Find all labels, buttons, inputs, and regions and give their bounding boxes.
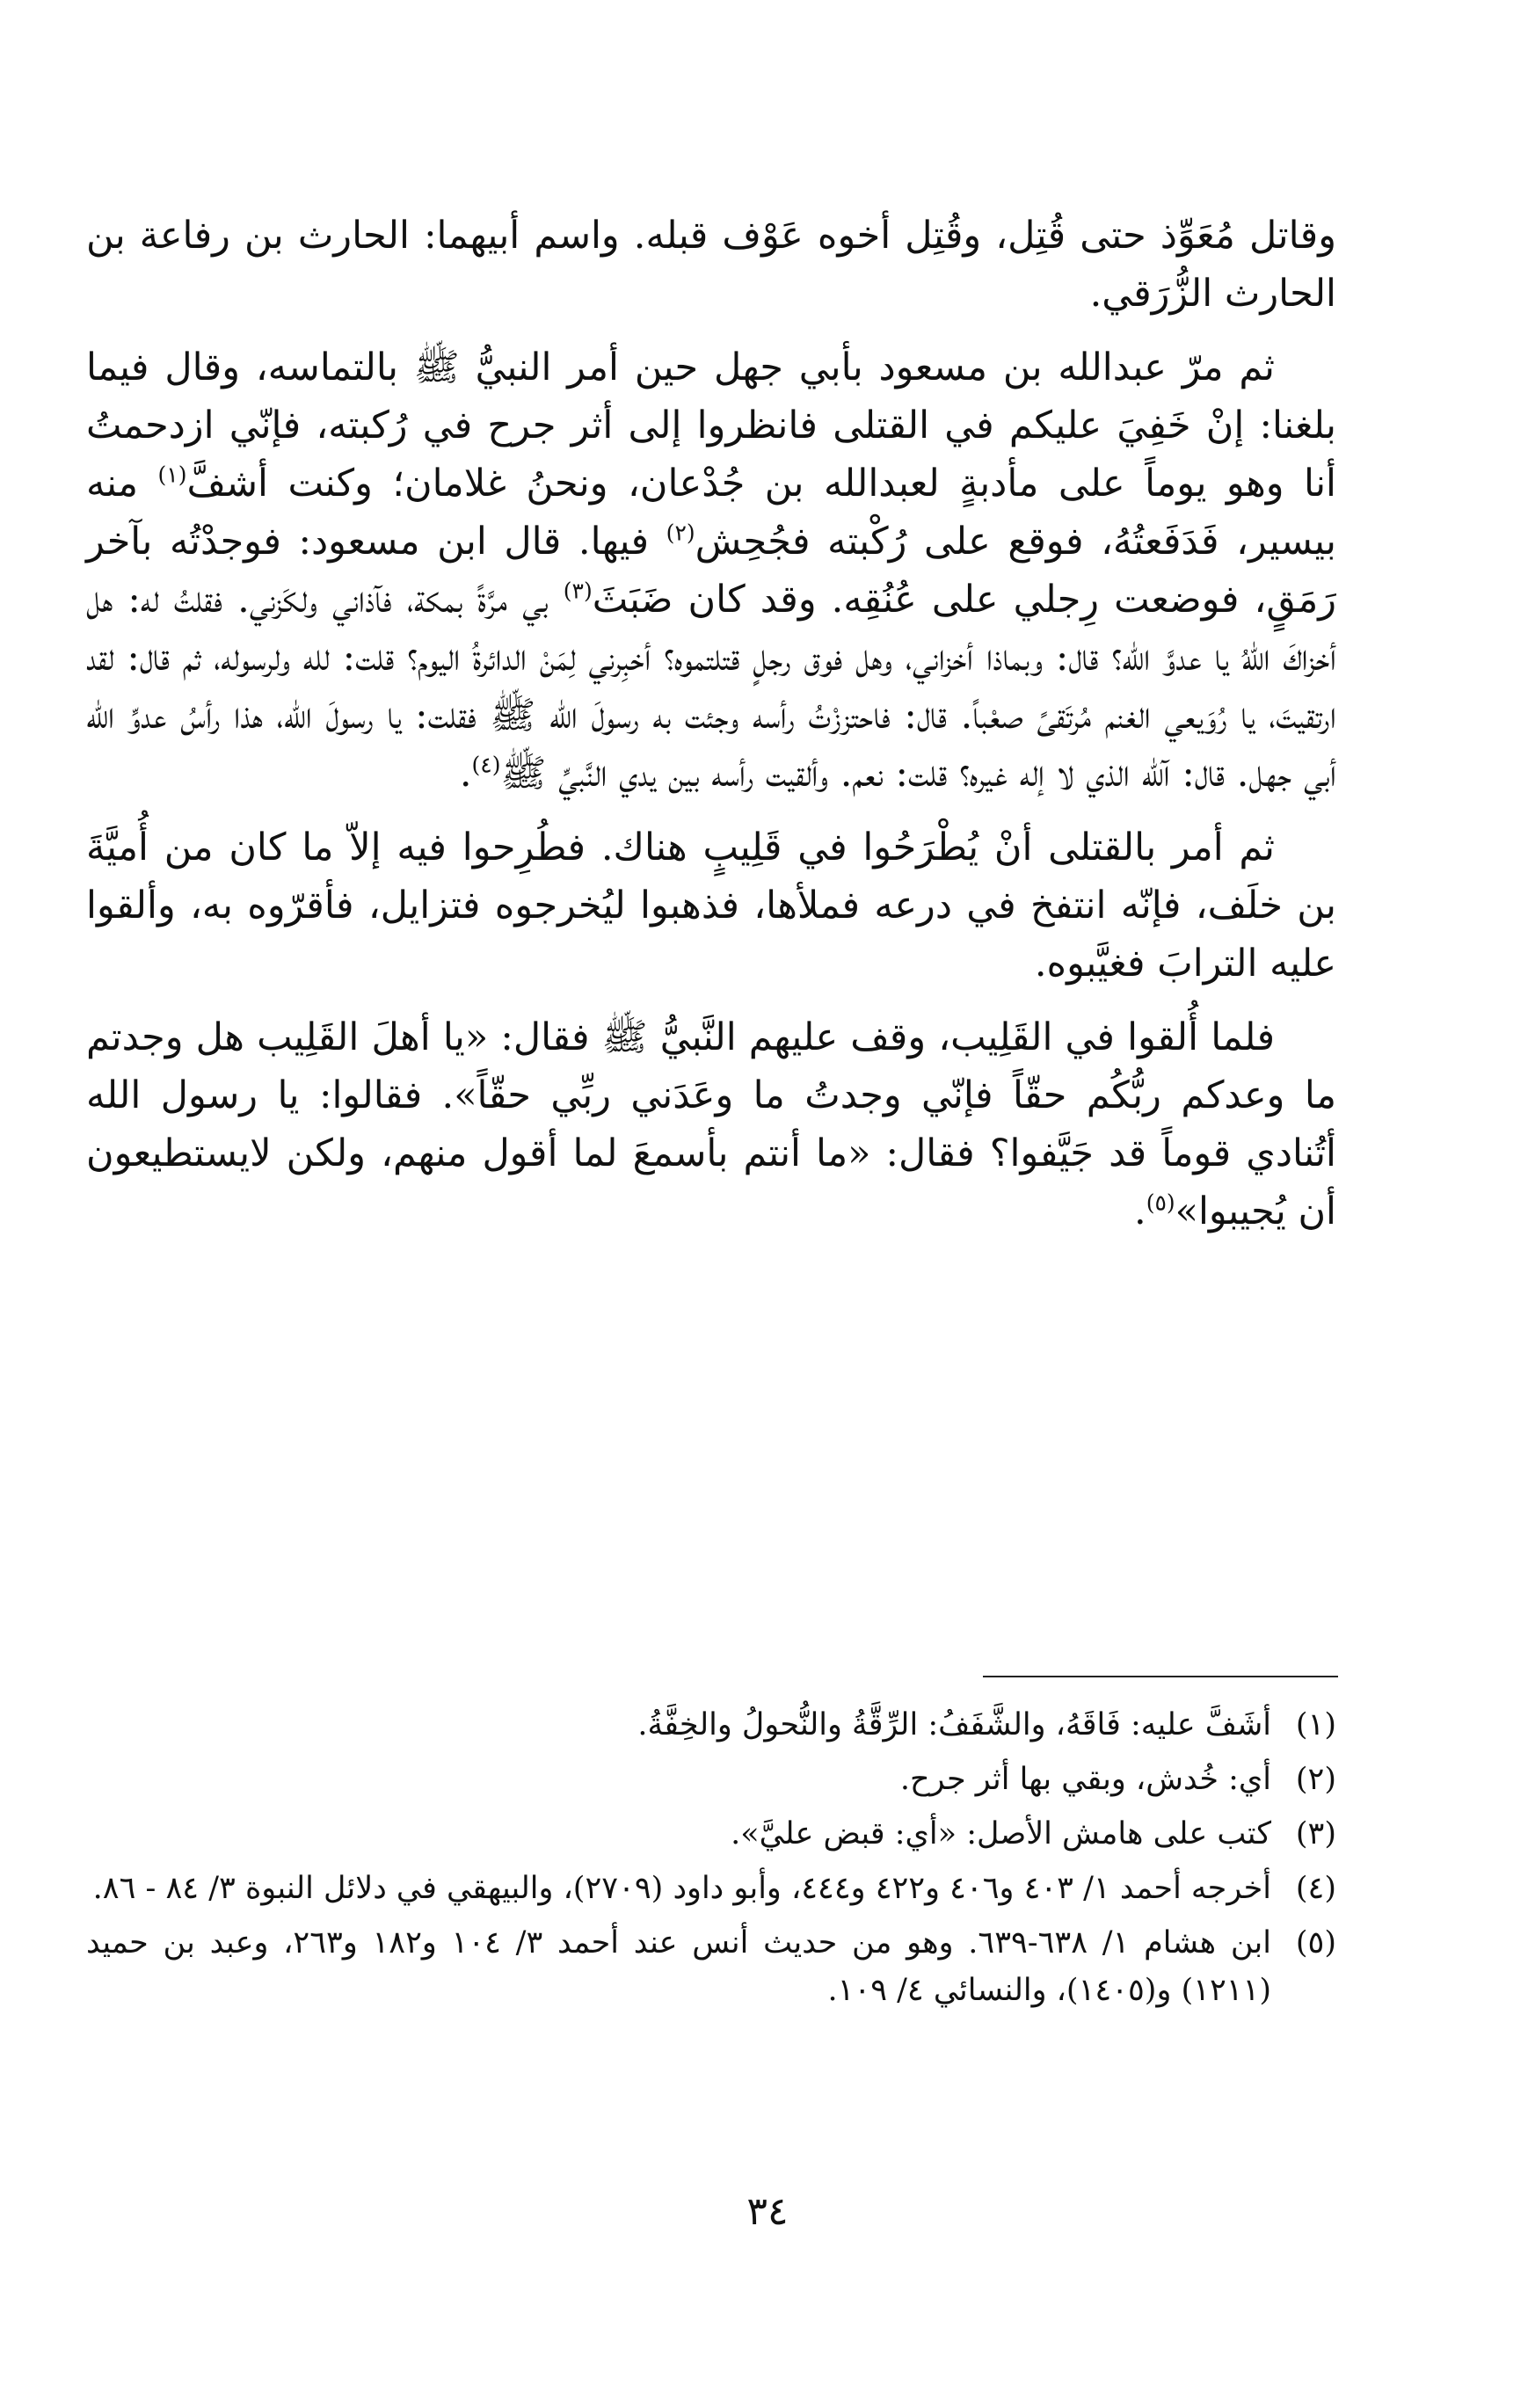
paragraph-1-text: وقاتل مُعَوِّذ حتى قُتِل، وقُتِل أخوه عَوْف قبله. واسم أبيهما: الحارث بن رفاعة بن الحارث الزُّرَقي. <box>86 214 1336 316</box>
footnote-divider <box>983 1676 1338 1677</box>
paragraph-3 <box>86 818 1336 993</box>
footnote-number: (٥) <box>1295 1925 1336 1961</box>
footnote-text: أشَفَّ عليه: فَاقَهُ، والشَّفَفُ: الرِّقَّةُ والنُّحولُ والخِفَّةُ. <box>637 1707 1271 1742</box>
footnote-text: كتب على هامش الأصل: «أي: قبض عليَّ». <box>731 1816 1271 1851</box>
paragraph-2 <box>86 338 1336 803</box>
footnote-marker-1[interactable]: (١) <box>157 462 187 488</box>
footnote-2 <box>86 1756 1336 1803</box>
paragraph-4-text: فلما أُلقوا في القَلِيب، وقف عليهم النَّبيُّ ﷺ فقال: «يا أهلَ القَلِيب هل وجدتم ما وعدكم ربُّكُم حقّاً فإنّي وجدتُ ما وعَدَني ربِّي حقّاً». فقالوا: يا رسول الله أتُنادي قوماً قد جَيَّفوا؟ فقال: «ما أنتم بأسمعَ لما أقول منهم، ولكن لايستطيعون أن يُجيبوا» <box>86 1015 1336 1233</box>
footnote-1 <box>86 1701 1336 1749</box>
footnote-marker-3[interactable]: (٣) <box>563 578 593 604</box>
paragraph-2-text: ثم مرّ عبدالله بن مسعود بأبي جهل حين أمر النبيُّ ﷺ بالتماسه، وقال فيما بلغنا: إنْ خَفِيَ عليكم في القتلى فانظروا إلى أثر جرح في رُكبته، فإنّي ازدحمتُ أنا وهو يوماً على مأدبةٍ لعبدالله بن جُدْعان، ونحنُ غلامان؛ وكنت أشفَّ <box>86 346 1336 506</box>
paragraph-1 <box>86 207 1336 323</box>
footnote-marker-4[interactable]: (٤) <box>471 752 501 778</box>
paragraph-2-text-cont-2: فيها. قال ابن مسعود: فوجدْتُه بآخر رَمَقٍ، فوضعت رِجلي على عُنُقِه. وقد كان ضَبَثَ <box>86 520 1336 622</box>
footnote-number: (٣) <box>1295 1816 1336 1851</box>
footnote-number: (٢) <box>1295 1762 1336 1797</box>
footnote-number: (٤) <box>1295 1871 1336 1906</box>
main-text <box>86 207 1336 1256</box>
footnote-marker-2[interactable]: (٢) <box>666 520 695 546</box>
footnote-3 <box>86 1810 1336 1858</box>
footnote-5 <box>86 1919 1336 2014</box>
footnote-text: ابن هشام ١/ ٦٣٨-٦٣٩. وهو من حديث أنس عند أحمد ٣/ ١٠٤ و١٨٢ و٢٦٣، وعبد بن حميد (١٢١١) و(١٤٠٥)، والنسائي ٤/ ١٠٩. <box>86 1925 1271 2008</box>
paragraph-4-text-cont-1: . <box>1134 1189 1146 1233</box>
paragraph-4 <box>86 1008 1336 1240</box>
footnotes-section <box>86 1701 1336 2021</box>
page-number: ٣٤ <box>746 2189 789 2234</box>
footnote-4 <box>86 1865 1336 1912</box>
paragraph-3-text: ثم أمر بالقتلى أنْ يُطْرَحُوا في قَلِيبٍ هناك. فطُرِحوا فيه إلاّ ما كان من أُميَّةَ بن خلَف، فإنّه انتفخ في درعه فملأها، فذهبوا ليُخرجوه فتزايل، فأقرّوه به، وألقوا عليه الترابَ فغيَّبوه. <box>86 826 1336 986</box>
paragraph-2-text-cont-4: . <box>459 752 472 796</box>
footnote-text: أخرجه أحمد ١/ ٤٠٣ و٤٠٦ و٤٢٢ و٤٤٤، وأبو داود (٢٧٠٩)، والبيهقي في دلائل النبوة ٣/ ٨٤ - ٨٦. <box>92 1871 1271 1906</box>
paragraph-2-text-cont-3: بي مرَّةً بمكة، فآذاني ولكَزني. فقلتُ له: هل أخزاكَ اللهُ يا عدوَّ الله؟ قال: وبماذا أخزاني، وهل فوق رجلٍ قتلتموه؟ أخبِرني لِمَنْ الدائرةُ اليوم؟ قلت: لله ولرسوله، ثم قال: لقد ارتقيتَ، يا رُوَيعي الغنم مُرتَقىً صعْباً. قال: فاحتززْتُ رأسه وجئت به رسولَ الله ﷺ فقلت: يا رسولَ الله، هذا رأسُ عدوِّ الله أبي جهل. قال: آلله الذي لا إله غيره؟ قلت: نعم. وألقيت رأسه بين يدي النَّبيِّ ﷺ <box>86 578 1336 796</box>
footnote-number: (١) <box>1295 1707 1336 1742</box>
paragraph-2-text-cont-1: منه بيسير، فَدَفَعتُهُ، فوقع على رُكْبته فجُحِش <box>86 462 1337 564</box>
footnote-marker-5[interactable]: (٥) <box>1146 1189 1175 1216</box>
footnote-text: أي: خُدش، وبقي بها أثر جرح. <box>899 1762 1271 1797</box>
